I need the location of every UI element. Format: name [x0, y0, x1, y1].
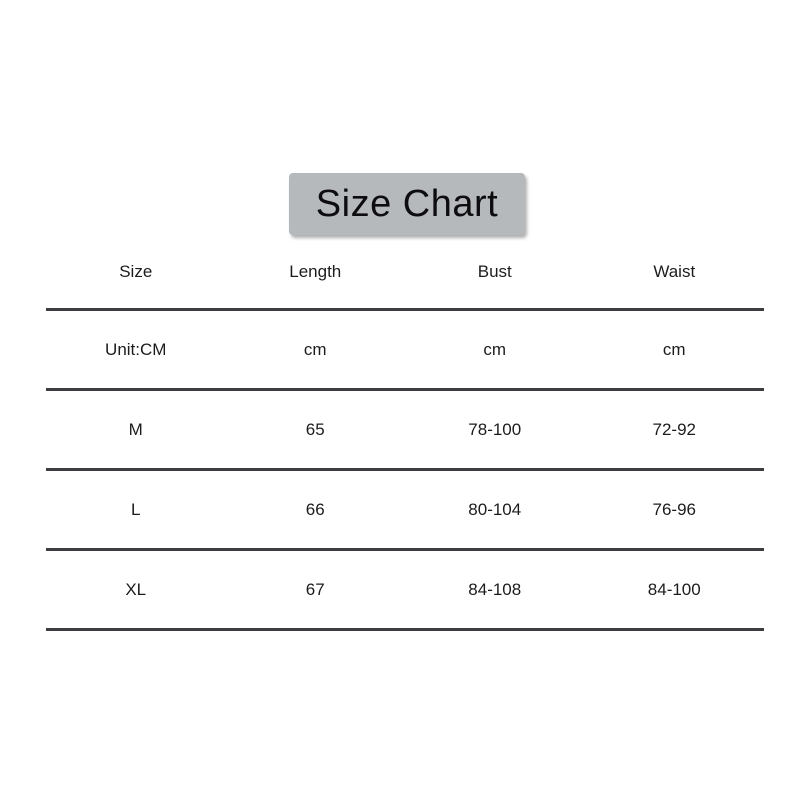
column-header-size: Size [119, 262, 153, 281]
table-header-row [46, 236, 764, 311]
table-cell: 80-104 [468, 499, 522, 519]
table-cell: cm [303, 339, 327, 359]
table-body [46, 311, 764, 631]
size-table [46, 236, 764, 631]
table-cell: 65 [305, 419, 325, 439]
table-cell: 84-100 [647, 579, 701, 599]
column-header-bust: Bust [477, 262, 512, 281]
table-cell: 67 [305, 579, 325, 599]
table-cell: L [131, 499, 141, 519]
table-cell: 76-96 [652, 499, 696, 519]
table-cell: 84-108 [468, 579, 522, 599]
table-cell: 66 [305, 499, 325, 519]
column-header-length: Length [289, 262, 342, 281]
table-row [46, 551, 764, 631]
table-row [46, 391, 764, 471]
table-cell: cm [483, 339, 507, 359]
table-cell: 72-92 [652, 419, 696, 439]
table-cell: cm [662, 339, 686, 359]
table-cell: M [128, 419, 143, 439]
page-title: Size Chart [315, 182, 499, 225]
table-cell: XL [125, 579, 147, 599]
table-row [46, 311, 764, 391]
table-cell: 78-100 [468, 419, 522, 439]
table-row [46, 471, 764, 551]
table-cell: Unit:CM [105, 339, 167, 359]
size-chart-title-box [289, 173, 525, 235]
column-header-waist: Waist [653, 262, 696, 281]
